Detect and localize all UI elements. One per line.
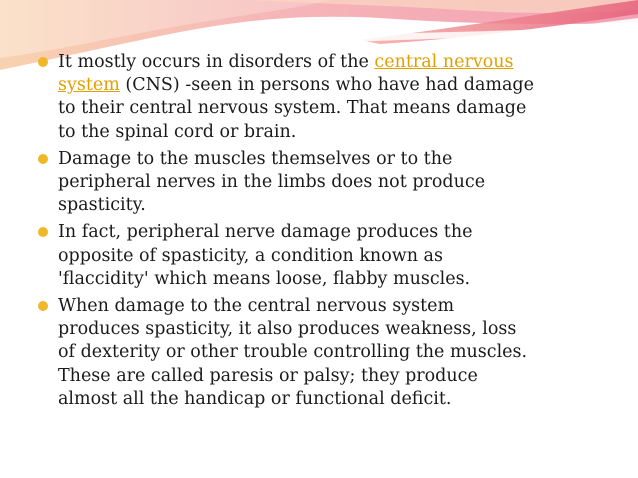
bullet-dot-icon <box>38 301 48 311</box>
bullet-dot-icon <box>38 57 48 67</box>
bullet-dot-icon <box>38 227 48 237</box>
bullet-dot-icon <box>38 154 48 164</box>
bullet-text: In fact, peripheral nerve damage produces the opposite of spasticity, a condition known as 'flaccidity' which means loose, flabby muscles. <box>58 222 473 289</box>
bullet-text-continued: (CNS) -seen in persons who have had damage to their central nervous system. That means damage to the spinal cord or brain. <box>58 75 534 142</box>
bullet-item <box>36 148 536 218</box>
bullet-text: When damage to the central nervous system produces spasticity, it also produces weakness, loss of dexterity or other trouble controlling the muscles. These are called paresis or palsy; they produce almost all the handicap or functional deficit. <box>58 296 528 409</box>
bullet-text: It mostly occurs in disorders of the <box>58 52 375 72</box>
bullet-text: Damage to the muscles themselves or to the peripheral nerves in the limbs does not produce spasticity. <box>58 148 486 216</box>
bullet-item <box>36 295 536 411</box>
central-nervous-system-link[interactable]: central nervous system <box>58 52 514 96</box>
bullet-list <box>36 51 536 415</box>
bullet-item <box>36 51 536 144</box>
bullet-item <box>36 221 536 291</box>
